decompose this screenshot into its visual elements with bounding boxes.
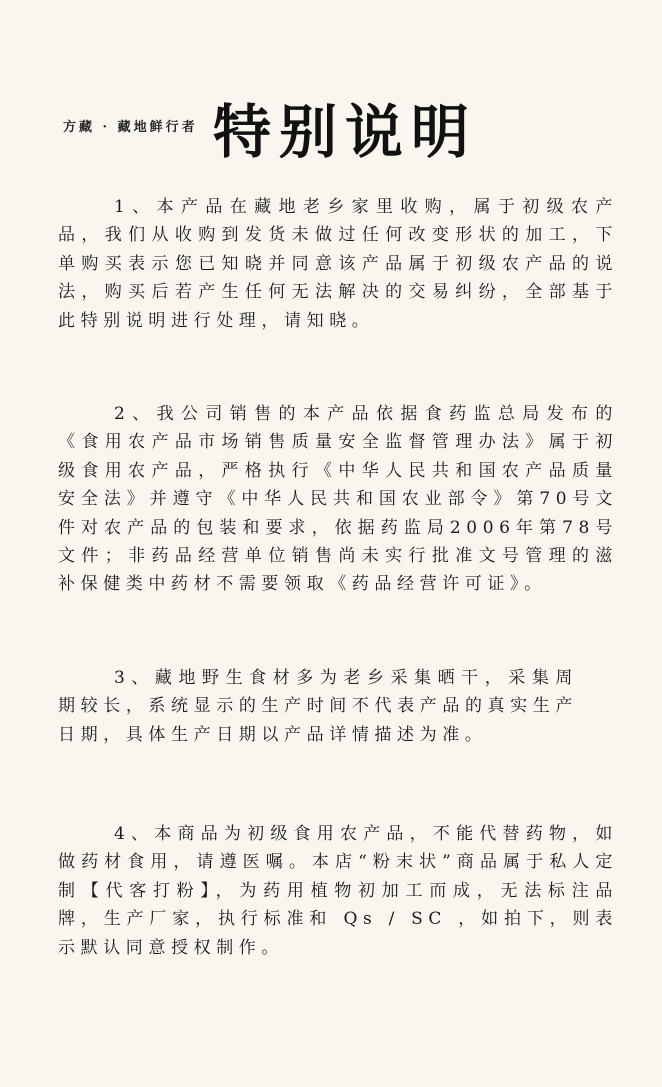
notice-paragraph-3: 3、藏地野生食材多为老乡采集晒干，采集周期较长，系统显示的生产时间不代表产品的真实生产日期，具体生产日期以产品详情描述为准。 bbox=[58, 668, 578, 745]
page-title: 特别说明 bbox=[213, 98, 478, 166]
header bbox=[0, 92, 662, 172]
notice-paragraph-2: 2、我公司销售的本产品依据食药监总局发布的《食用农产品市场销售质量安全监督管理办法》属于初级食用农产品，严格执行《中华人民共和国农产品质量安全法》并遵守《中华人民共和国农业部令》第70号文件对农产品的包装和要求，依据药监局2006年第78号文件；非药品经营单位销售尚未实行批准文号管理的滋补保健类中药材不需要领取《药品经营许可证》。 bbox=[58, 404, 618, 595]
notice-paragraph-4: 4、本商品为初级食用农产品，不能代替药物，如做药材食用，请遵医嘱。本店“粉末状”商品属于私人定制【代客打粉】，为药用植物初加工而成，无法标注品牌，生产厂家，执行标准和 Qs / SC ，如拍下，则表示默认同意授权制作。 bbox=[58, 824, 618, 958]
notice-paragraph-1: 1、本产品在藏地老乡家里收购，属于初级农产品，我们从收购到发货未做过任何改变形状的加工，下单购买表示您已知晓并同意该产品属于初级农产品的说法，购买后若产生任何无法解决的交易纠纷，全部基于此特别说明进行处理，请知晓。 bbox=[58, 197, 618, 331]
brand-label: 方藏 · 藏地鲜行者 bbox=[63, 120, 198, 135]
